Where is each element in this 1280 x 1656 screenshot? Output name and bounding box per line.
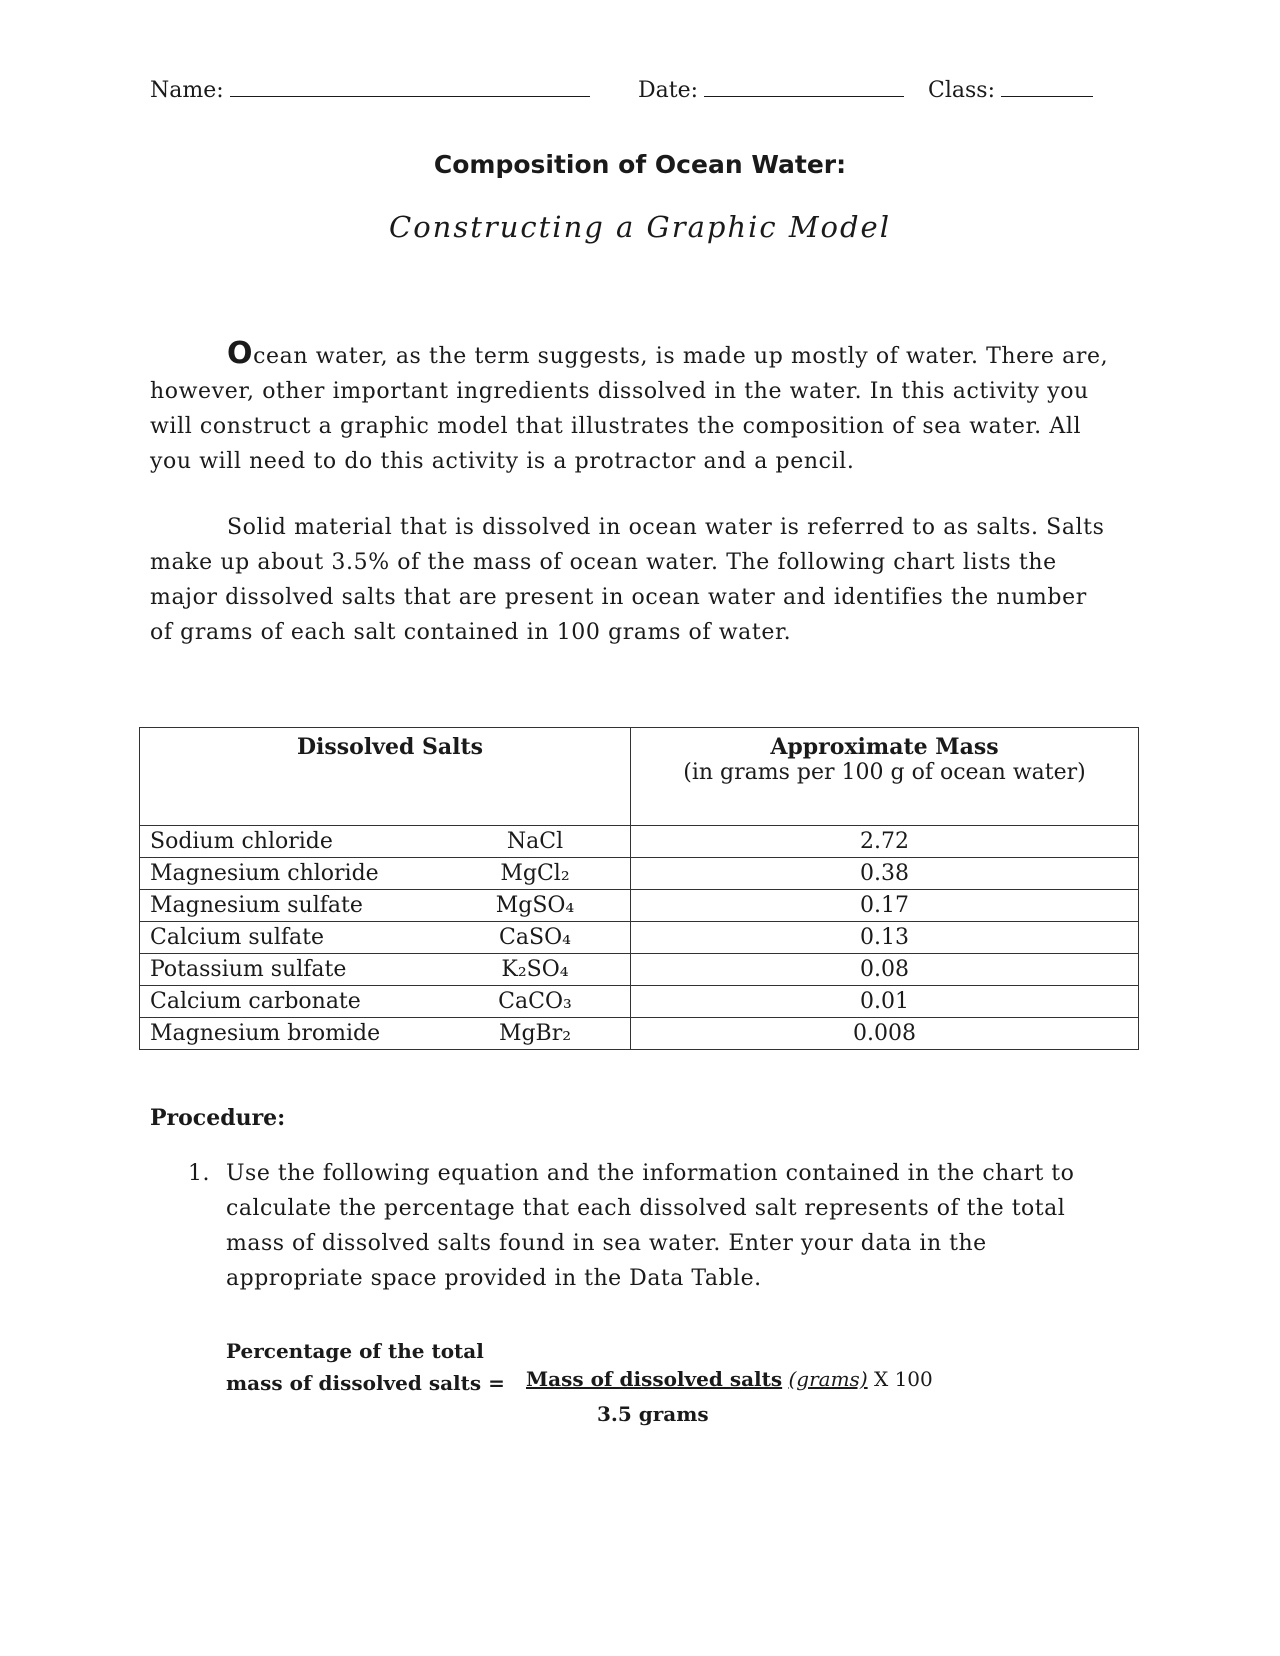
- intro-paragraph-text: cean water, as the term suggests, is made up mostly of water. There are, however, other important ingredients dissolved in the water. In this activity you will construct a graphic model that illustrates the composition of sea water. All you will need to do this activity is a protractor and a pencil.: [150, 344, 1109, 474]
- salt-mass: 0.38: [631, 858, 1139, 890]
- salt-name-cell: [140, 922, 631, 954]
- salt-mass: 0.13: [631, 922, 1139, 954]
- header-mass-subtitle: (in grams per 100 g of ocean water): [683, 760, 1086, 785]
- table-row: [140, 922, 1139, 954]
- table-row: [140, 986, 1139, 1018]
- page-subtitle: Constructing a Graphic Model: [389, 210, 891, 244]
- salts-paragraph: Solid material that is dissolved in ocean water is referred to as salts. Salts make up about 3.5% of the mass of ocean water. The following chart lists the major dissolved salts that are present in ocean water and identifies the number of grams of each salt contained in 100 grams of water.: [150, 515, 1105, 645]
- equation-label-line2: mass of dissolved salts =: [226, 1371, 505, 1395]
- numerator-text: Mass of dissolved salts: [526, 1367, 783, 1391]
- dropcap-letter: O: [227, 336, 254, 371]
- salt-mass: 0.01: [631, 986, 1139, 1018]
- salt-name-cell: [140, 954, 631, 986]
- header-mass-title: Approximate Mass: [770, 734, 999, 760]
- procedure-step-1: [188, 1156, 1108, 1296]
- salt-name: Calcium carbonate: [150, 989, 361, 1014]
- salt-name: Magnesium chloride: [150, 861, 379, 886]
- class-field[interactable]: [928, 78, 1093, 103]
- page-title: Composition of Ocean Water:: [433, 150, 847, 179]
- dissolved-salts-table: [139, 727, 1139, 1050]
- class-blank-line: [1001, 78, 1093, 97]
- numerator-times: X 100: [873, 1367, 933, 1391]
- table-row: [140, 858, 1139, 890]
- table-header-row: [140, 728, 1139, 826]
- numerator-unit: (grams): [788, 1367, 868, 1391]
- salt-mass: 0.17: [631, 890, 1139, 922]
- salt-name: Potassium sulfate: [150, 957, 347, 982]
- header-approximate-mass: [631, 728, 1139, 826]
- salt-name-cell: [140, 826, 631, 858]
- procedure-heading: Procedure:: [150, 1105, 286, 1131]
- salt-formula: CaSO₄: [499, 925, 571, 950]
- salt-name: Magnesium sulfate: [150, 893, 363, 918]
- salt-mass: 0.008: [631, 1018, 1139, 1050]
- salt-name-cell: [140, 986, 631, 1018]
- intro-paragraph: [150, 336, 1110, 479]
- salt-formula: NaCl: [506, 829, 564, 854]
- date-blank-line: [704, 78, 904, 97]
- equation-denominator: 3.5 grams: [597, 1402, 709, 1426]
- class-label: Class:: [928, 78, 995, 103]
- salt-name-cell: [140, 890, 631, 922]
- name-label: Name:: [150, 78, 224, 103]
- salt-name: Magnesium bromide: [150, 1021, 381, 1046]
- table-row: [140, 1018, 1139, 1050]
- salt-formula: K₂SO₄: [501, 957, 569, 982]
- header-dissolved-salts: Dissolved Salts: [140, 728, 631, 826]
- equation-label: [226, 1335, 505, 1399]
- name-blank-line: [230, 78, 590, 97]
- name-field[interactable]: [150, 78, 590, 103]
- salt-formula: MgBr₂: [498, 1021, 572, 1046]
- date-field[interactable]: [638, 78, 904, 103]
- equation-numerator: [526, 1367, 933, 1391]
- salt-formula: CaCO₃: [498, 989, 572, 1014]
- salt-mass: 0.08: [631, 954, 1139, 986]
- salt-formula: MgSO₄: [495, 893, 575, 918]
- step-number: 1.: [188, 1161, 210, 1186]
- table-row: [140, 954, 1139, 986]
- equation-label-line1: Percentage of the total: [226, 1339, 484, 1363]
- salt-name: Sodium chloride: [150, 829, 333, 854]
- date-label: Date:: [638, 78, 699, 103]
- salt-mass: 2.72: [631, 826, 1139, 858]
- table-row: [140, 890, 1139, 922]
- salt-name-cell: [140, 1018, 631, 1050]
- step-text: Use the following equation and the information contained in the chart to calculate the percentage that each dissolved salt represents of the total mass of dissolved salts found in sea water. Enter your data in the appropriate space provided in the Data Table.: [226, 1161, 1075, 1291]
- salt-name-cell: [140, 858, 631, 890]
- salt-name: Calcium sulfate: [150, 925, 324, 950]
- table-row: [140, 826, 1139, 858]
- salt-formula: MgCl₂: [500, 861, 570, 886]
